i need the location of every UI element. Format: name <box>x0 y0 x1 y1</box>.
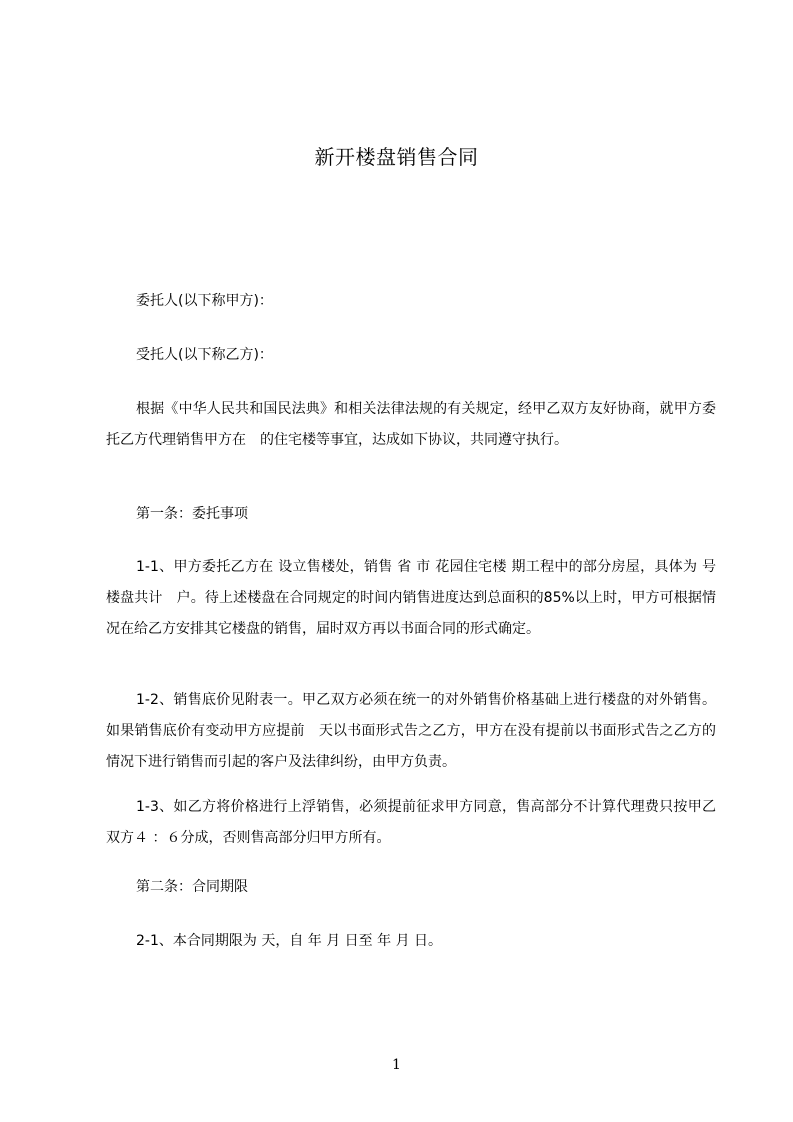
clause-1-2: 1-2、销售底价见附表一。甲乙双方必须在统一的对外销售价格基础上进行楼盘的对外销售。如果销售底价有变动甲方应提前 天以书面形式告之乙方，甲方在没有提前以书面形式告之乙方的情况下进行销售而引起的客户及法律纠纷，由甲方负责。 <box>106 692 716 770</box>
article-1-heading: 第一条：委托事项 <box>136 506 248 522</box>
clause-2-1: 2-1、本合同期限为 天，自 年 月 日至 年 月 日。 <box>136 933 443 949</box>
preamble-paragraph: 根据《中华人民共和国民法典》和相关法律法规的有关规定，经甲乙双方友好协商，就甲方委托乙方代理销售甲方在 的住宅楼等事宜，达成如下协议，共同遵守执行。 <box>106 401 716 448</box>
page-number: 1 <box>392 1057 401 1073</box>
document-title: 新开楼盘销售合同 <box>314 145 479 169</box>
clause-1-1: 1-1、甲方委托乙方在 设立售楼处，销售 省 市 花园住宅楼 期工程中的部分房屋，具体为 号楼盘共计 户。待上述楼盘在合同规定的时间内销售进度达到总面积的85%以上时，甲方可根据情况在给乙方安排其它楼盘的销售，届时双方再以书面合同的形式确定。 <box>106 559 716 637</box>
principal-line: 委托人(以下称甲方)： <box>136 293 273 309</box>
article-2-heading: 第二条：合同期限 <box>136 879 248 895</box>
clause-1-3: 1-3、如乙方将价格进行上浮销售，必须提前征求甲方同意，售高部分不计算代理费只按甲乙双方４ ：６分成，否则售高部分归甲方所有。 <box>106 799 716 846</box>
agent-line: 受托人(以下称乙方)： <box>136 347 273 363</box>
